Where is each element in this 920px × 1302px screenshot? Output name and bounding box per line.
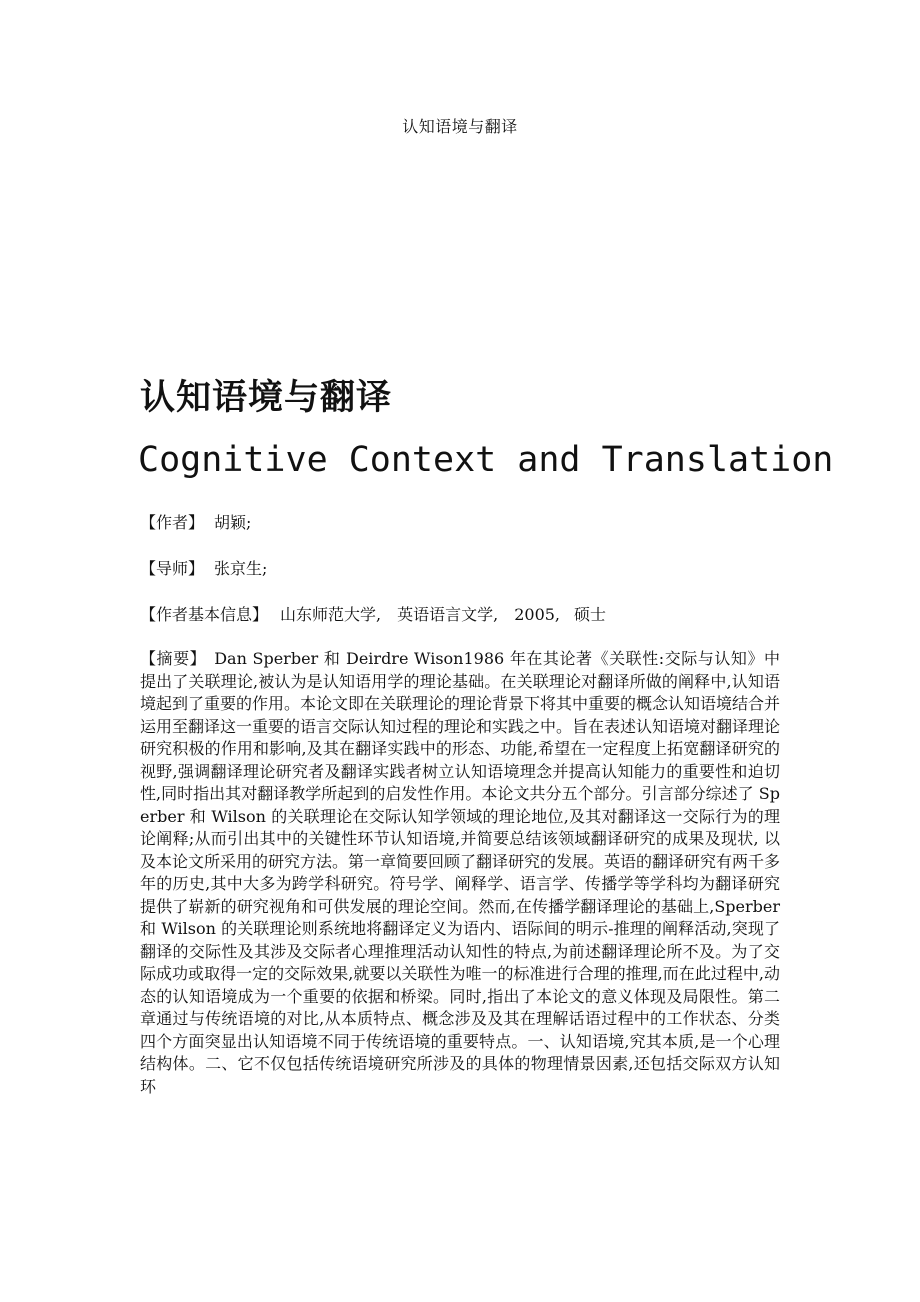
title-english: Cognitive Context and Translation [138, 440, 834, 480]
author-info-major: 英语语言文学, [397, 605, 499, 624]
advisor-label: 【导师】 [140, 559, 205, 578]
running-header: 认知语境与翻译 [402, 117, 518, 136]
author-label: 【作者】 [140, 513, 205, 532]
author-value: 胡颖; [214, 513, 252, 532]
advisor-line [140, 556, 267, 579]
author-info-university: 山东师范大学, [280, 605, 382, 624]
abstract-paragraph [140, 648, 780, 1098]
author-line [140, 510, 251, 533]
abstract-label: 【摘要】 [140, 649, 207, 668]
author-info-year: 2005, [514, 605, 561, 624]
author-info-line [140, 602, 606, 625]
abstract-text: Dan Sperber 和 Deirdre Wison1986 年在其论著《关联性:交际与认知》中提出了关联理论,被认为是认知语用学的理论基础。在关联理论对翻译所做的阐释中,认知语境起到了重要的作用。本论文即在关联理论的理论背景下将其中重要的概念认知语境结合并运用至翻译这一重要的语言交际认知过程的理论和实践之中。旨在表述认知语境对翻译理论研究积极的作用和影响,及其在翻译实践中的形态、功能,希望在一定程度上拓宽翻译研究的视野,强调翻译理论研究者及翻译实践者树立认知语境理念并提高认知能力的重要性和迫切性,同时指出其对翻译教学所起到的启发性作用。本论文共分五个部分。引言部分综述了 Sperber 和 Wilson 的关联理论在交际认知学领域的理论地位,及其对翻译这一交际行为的理论阐释;从而引出其中的关键性环节认知语境,并简要总结该领域翻译研究的成果及现状, 以及本论文所采用的研究方法。第一章简要回顾了翻译研究的发展。英语的翻译研究有两千多年的历史,其中大多为跨学科研究。符号学、阐释学、语言学、传播学等学科均为翻译研究提供了崭新的研究视角和可供发展的理论空间。然而,在传播学翻译理论的基础上,Sperber 和 Wilson 的关联理论则系统地将翻译定义为语内、语际间的明示-推理的阐释活动,突现了翻译的交际性及其涉及交际者心理推理活动认知性的特点,为前述翻译理论所不及。为了交际成功或取得一定的交际效果,就要以关联性为唯一的标准进行合理的推理,而在此过程中,动态的认知语境成为一个重要的依据和桥梁。同时,指出了本论文的意义体现及局限性。第二章通过与传统语境的对比,从本质特点、概念涉及及其在理解话语过程中的工作状态、分类四个方面突显出认知语境不同于传统语境的重要特点。一、认知语境,究其本质,是一个心理结构体。二、它不仅包括传统语境研究所涉及的具体的物理情景因素,还包括交际双方认知环 [140, 649, 781, 1096]
title-chinese: 认知语境与翻译 [140, 378, 393, 418]
author-info-label: 【作者基本信息】 [140, 605, 269, 624]
author-info-degree: 硕士 [574, 605, 607, 624]
advisor-value: 张京生; [214, 559, 268, 578]
